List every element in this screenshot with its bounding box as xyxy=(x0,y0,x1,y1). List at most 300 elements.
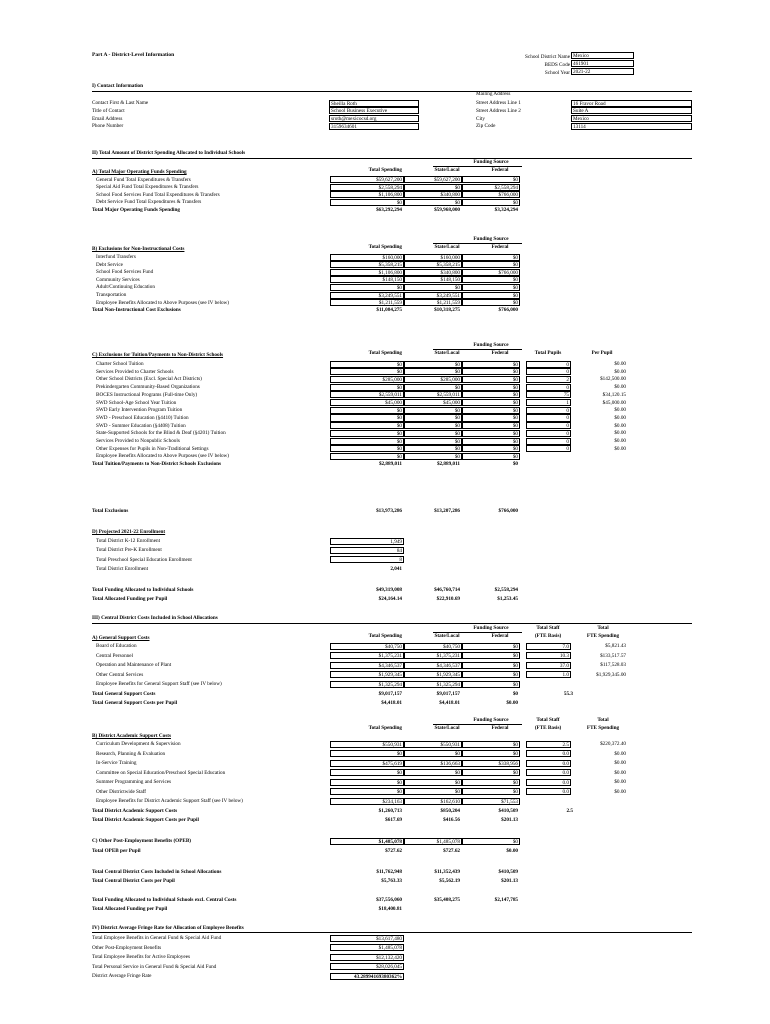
table-row-label: General Fund Total Expenditures & Transfers xyxy=(96,176,191,183)
fte-spending-value: $0.00 xyxy=(614,769,626,776)
total-spending-cell: $3,249,551 xyxy=(330,292,404,299)
state-local-cell: $40,750 xyxy=(404,643,462,650)
total-staff-header-2: (FTE Basis) xyxy=(534,633,562,639)
federal-cell: $0 xyxy=(462,422,520,429)
state-local-header: State/Local xyxy=(434,167,460,173)
state-local-cell: $4,346,537 xyxy=(404,662,462,669)
total-staff-header: Total Staff xyxy=(536,625,560,631)
state-local-cell: $0 xyxy=(404,368,462,375)
table-row-label: Other Central Services xyxy=(96,671,144,678)
total-pupils-cell: 0 xyxy=(526,361,571,368)
state-local-value: $35,408,275 xyxy=(434,897,460,903)
federal-cell: $0 xyxy=(462,681,520,688)
state-local-cell: $45,000 xyxy=(404,399,462,406)
table-row-label: SWD - Summer Education (§4408) Tuition xyxy=(96,422,186,429)
total-spending-value: $727.62 xyxy=(385,848,402,854)
table-row-label: Total Major Operating Funds Spending xyxy=(92,206,180,213)
federal-cell: $0 xyxy=(462,176,520,183)
per-pupil-value: $142,500.00 xyxy=(600,376,626,383)
school-year-value: 2021-22 xyxy=(571,68,634,75)
total-spending-header: Total Spending xyxy=(368,167,402,173)
fte-spending-value: $0.00 xyxy=(614,760,626,766)
federal-cell: $0 xyxy=(462,652,520,659)
contact-top-rule xyxy=(92,91,692,92)
table-row-label: Employee Benefits for General Support Staff (see IV below) xyxy=(96,681,222,687)
section2a-title: A) Total Major Operating Funds Spending xyxy=(92,169,187,175)
table-row-label: Services Provided to Nonpublic Schools xyxy=(96,438,180,444)
table-row-label: Adult/Continuing Education xyxy=(96,284,155,291)
total-staff-value: 2.5 xyxy=(566,807,573,814)
total-spending-value: $24,164.14 xyxy=(378,596,402,602)
total-pupils-cell: 0 xyxy=(526,445,571,452)
state-local-cell: $0 xyxy=(404,199,462,206)
state-local-value: $850,204 xyxy=(440,807,460,814)
state-local-value: $46,760,714 xyxy=(434,587,460,593)
total-spending-header: Total Spending xyxy=(368,244,402,250)
per-pupil-value: $0.00 xyxy=(614,407,626,414)
federal-header: Federal xyxy=(491,244,509,250)
federal-cell: $71,553 xyxy=(462,798,520,805)
state-local-value: $11,352,439 xyxy=(434,869,460,875)
contact-value: sroth@mexicocsd.org xyxy=(329,115,419,122)
federal-cell: $0 xyxy=(462,292,520,299)
table-row-label: Total General Support Costs xyxy=(92,690,156,697)
total-spending-cell: $475,619 xyxy=(330,760,404,767)
table-row-label: Total Central District Costs Included in School Allocations xyxy=(92,869,222,875)
per-pupil-header: Per Pupil xyxy=(591,350,613,356)
section2b-title: B) Exclusions for Non-Instructional Costs xyxy=(92,246,185,252)
total-staff-cell: 0.0 xyxy=(526,760,571,767)
federal-cell: $0 xyxy=(462,671,520,678)
fringe-label: District Average Fringe Rate xyxy=(92,973,152,980)
section2-title: II) Total Amount of District Spending Allocated to Individual Schools xyxy=(92,150,246,156)
state-local-cell: $162,610 xyxy=(404,798,462,805)
state-local-cell: $0 xyxy=(404,407,462,414)
table-row-label: Debt Service xyxy=(96,261,123,268)
total-spending-cell: $0 xyxy=(330,453,404,460)
table-row-label: Community Services xyxy=(96,276,140,283)
total-staff-cell: 7.0 xyxy=(526,643,571,650)
total-spending-cell: $1,211,559 xyxy=(330,299,404,306)
total-staff-cell: 0.0 xyxy=(526,769,571,776)
total-spending-cell: $1,325,294 xyxy=(330,681,404,688)
section3a-title: A) General Support Costs xyxy=(92,635,150,641)
federal-cell: $0 xyxy=(462,276,520,283)
state-local-cell: $550,931 xyxy=(404,741,462,748)
total-pupils-cell: 75 xyxy=(526,391,571,398)
contact-value: Sheilla Roth xyxy=(329,100,419,107)
federal-cell: $2,558,294 xyxy=(462,184,520,191)
federal-cell: $0 xyxy=(462,741,520,748)
state-local-cell: $0 xyxy=(404,361,462,368)
total-pupils-cell: 0 xyxy=(526,384,571,391)
mailing-value: Suite A xyxy=(571,107,692,114)
section3b-title: B) District Academic Support Costs xyxy=(92,733,171,739)
state-local-cell: $0 xyxy=(404,453,462,460)
section4-top-rule xyxy=(92,932,692,933)
table-row-label: Summer Programming and Services xyxy=(96,779,172,785)
total-spending-cell: $0 xyxy=(330,430,404,437)
state-local-cell: $1,929,345 xyxy=(404,671,462,678)
federal-value: $0.00 xyxy=(506,848,518,854)
fte-spending-value: $133,517.57 xyxy=(600,652,626,659)
federal-cell: $0 xyxy=(462,284,520,291)
state-local-value: $9,017,157 xyxy=(436,690,460,697)
enrollment-label: Total District K-12 Enrollment xyxy=(96,538,161,544)
state-local-value: $13,207,286 xyxy=(434,508,460,514)
total-spending-value: $37,556,060 xyxy=(376,897,402,903)
table-row-label: Debt Service Fund Total Expenditures & Transfers xyxy=(96,199,202,206)
total-spending-value: $9,017,157 xyxy=(378,690,402,697)
total-pupils-cell: 0 xyxy=(526,368,571,375)
federal-cell: $0 xyxy=(462,368,520,375)
federal-cell: $0 xyxy=(462,445,520,452)
fringe-value-cell: $1,485,078 xyxy=(330,944,404,951)
state-local-cell: $1,485,078 xyxy=(404,838,462,845)
total-pupils-cell: 0 xyxy=(526,430,571,437)
table-row-label: Employee Benefits Allocated to Above Purposes (see IV below) xyxy=(96,299,230,306)
federal-cell: $338,956 xyxy=(462,760,520,767)
table-row-label: Curriculum Development & Supervision xyxy=(96,741,181,747)
table-row-label: SWD School-Age School Year Tuition xyxy=(96,399,177,406)
total-pupils-cell: 0 xyxy=(526,438,571,445)
state-local-cell: $0 xyxy=(404,445,462,452)
fte-spending-value: $0.00 xyxy=(614,779,626,785)
funding-source-header: Funding Source xyxy=(473,717,509,723)
section4-title: IV) District Average Fringe Rate for Allocation of Employee Benefits xyxy=(92,925,244,931)
state-local-cell: $0 xyxy=(404,384,462,391)
table-row-label: School Food Services Fund Total Expenditures & Transfers xyxy=(96,191,220,198)
total-spending-value: $617.69 xyxy=(385,817,402,823)
table-row-label: C) Other Post-Employment Benefits (OPEB) xyxy=(92,838,192,844)
total-spending-cell: $0 xyxy=(330,384,404,391)
total-spending-value: $1,260,713 xyxy=(378,807,402,814)
state-local-cell: $0 xyxy=(404,422,462,429)
table-row-label: Research, Planning & Evaluation xyxy=(96,750,166,757)
federal-cell: $0 xyxy=(462,361,520,368)
table-row-label: BOCES Instructional Programs (Full-time Only) xyxy=(96,391,198,398)
federal-value: $0.00 xyxy=(506,700,518,706)
contact-label: Title of Contact xyxy=(92,107,125,114)
federal-value: $3,324,294 xyxy=(494,206,518,213)
table-row-label: Services Provided to Charter Schools xyxy=(96,368,174,375)
table-row-label: Transportation xyxy=(96,292,127,298)
federal-value: $2,147,785 xyxy=(494,897,518,903)
federal-header: Federal xyxy=(491,633,509,639)
state-local-cell: $2,559,011 xyxy=(404,391,462,398)
total-spending-value: $13,973,286 xyxy=(376,508,402,514)
fringe-label: Other Post-Employment Benefits xyxy=(92,944,162,951)
total-spending-cell: $0 xyxy=(330,438,404,445)
fringe-label: Total Employee Benefits for Active Employees xyxy=(92,954,191,961)
table-row-label: Total Allocated Funding per Pupil xyxy=(92,596,168,602)
mailing-value: 13114 xyxy=(571,123,692,130)
total-staff-cell: 0.0 xyxy=(526,779,571,786)
state-local-cell: $0 xyxy=(404,284,462,291)
total-spending-cell: $160,000 xyxy=(330,254,404,261)
state-local-value: $727.62 xyxy=(443,848,460,854)
per-pupil-value: $0.00 xyxy=(614,384,626,391)
table-row-label: In-Service Training xyxy=(96,760,137,766)
total-spending-cell: $2,558,294 xyxy=(330,184,404,191)
mailing-label: Street Address Line 2 xyxy=(476,107,521,114)
table-row-label: Central Personnel xyxy=(96,652,134,659)
federal-cell: $0 xyxy=(462,750,520,757)
fte-spending-value: $5,821.43 xyxy=(605,643,626,649)
table-row-label: SWD Early Intervention Program Tuition xyxy=(96,407,183,414)
total-spending-header: Total Spending xyxy=(368,725,402,731)
table-row-label: Special Aid Fund Total Expenditures & Transfers xyxy=(96,184,199,191)
federal-cell: $0 xyxy=(462,261,520,268)
federal-cell: $0 xyxy=(462,254,520,261)
total-spending-cell: $0 xyxy=(330,750,404,757)
table-row-label: Total Funding Allocated to Individual Schools xyxy=(92,587,194,593)
table-row-label: Total Tuition/Payments to Non-District Schools Exclusions xyxy=(92,461,222,468)
table-row-label: Other Expenses for Pupils in Non-Traditional Settings xyxy=(96,445,209,452)
fringe-label: Total Personal Service in General Fund & Special Aid Fund xyxy=(92,963,217,970)
table-row-label: Interfund Transfers xyxy=(96,254,136,260)
state-local-cell: $0 xyxy=(404,750,462,757)
federal-header: Federal xyxy=(491,725,509,731)
total-spending-cell: $550,931 xyxy=(330,741,404,748)
federal-header: Federal xyxy=(491,167,509,173)
total-pupils-cell: 2 xyxy=(526,376,571,383)
total-pupils-cell: 1 xyxy=(526,399,571,406)
total-spending-cell: $0 xyxy=(330,445,404,452)
total-spending-cell: $0 xyxy=(330,407,404,414)
state-local-cell: $0 xyxy=(404,788,462,795)
mailing-value: Mexico xyxy=(571,115,692,122)
federal-cell: $0 xyxy=(462,384,520,391)
state-local-value: $5,562.19 xyxy=(439,878,460,884)
fringe-label: Total Employee Benefits in General Fund & Special Aid Fund xyxy=(92,935,222,941)
state-local-value: $22,910.69 xyxy=(436,596,460,602)
table-row-label: Total Allocated Funding per Pupil xyxy=(92,906,168,912)
state-local-value: $416.56 xyxy=(443,817,460,823)
per-pupil-value: $0.00 xyxy=(614,445,626,452)
table-row-label: Committee on Special Education/Preschool Special Education xyxy=(96,769,226,776)
beds-code-value: 461901 xyxy=(571,60,634,67)
school-district-name-label: School District Name xyxy=(525,54,570,60)
federal-cell: $0 xyxy=(462,299,520,306)
total-spending-cell: $40,750 xyxy=(330,643,404,650)
federal-value: $2,558,294 xyxy=(494,587,518,593)
mailing-label: Zip Code xyxy=(476,123,496,130)
beds-code-label: BEDS Code xyxy=(544,62,570,68)
state-local-header: State/Local xyxy=(434,633,460,639)
table-row-label: Employee Benefits Allocated to Above Purposes (see IV below) xyxy=(96,453,230,460)
total-fte-header: Total xyxy=(597,717,609,723)
state-local-cell: $5,358,215 xyxy=(404,261,462,268)
federal-cell: $0 xyxy=(462,662,520,669)
federal-value: $0 xyxy=(512,461,518,468)
fte-spending-value: $0.00 xyxy=(614,750,626,757)
state-local-cell: $0 xyxy=(404,414,462,421)
state-local-cell: $1,211,559 xyxy=(404,299,462,306)
total-staff-header-2: (FTE Basis) xyxy=(534,725,562,731)
federal-value: $410,509 xyxy=(498,807,518,814)
total-spending-value: $11,084,275 xyxy=(376,307,402,314)
state-local-cell: $0 xyxy=(404,438,462,445)
federal-value: $766,000 xyxy=(498,307,518,314)
federal-cell: $0 xyxy=(462,407,520,414)
federal-cell: $0 xyxy=(462,376,520,383)
federal-cell: $0 xyxy=(462,769,520,776)
total-staff-cell: 2.5 xyxy=(526,741,571,748)
federal-cell: $0 xyxy=(462,643,520,650)
state-local-cell: $1,375,231 xyxy=(404,652,462,659)
table-row-label: Total District Academic Support Costs per Pupil xyxy=(92,817,199,823)
total-spending-cell: $234,163 xyxy=(330,798,404,805)
fte-spending-value: $117,528.03 xyxy=(600,662,626,668)
total-pupils-cell: 0 xyxy=(526,407,571,414)
total-spending-value: $5,763.33 xyxy=(381,878,402,884)
total-staff-cell: 37.0 xyxy=(526,662,571,669)
total-spending-cell: $1,929,345 xyxy=(330,671,404,678)
contact-label: Contact First & Last Name xyxy=(92,100,149,106)
table-row-label: Prekindergarten Community-Based Organizations xyxy=(96,384,200,391)
federal-value: $201.13 xyxy=(501,817,518,823)
federal-cell: $0 xyxy=(462,779,520,786)
page-title: Part A - District-Level Information xyxy=(92,52,175,58)
contact-label: Phone Number xyxy=(92,123,124,130)
state-local-header: State/Local xyxy=(434,725,460,731)
total-spending-cell: $1,375,231 xyxy=(330,652,404,659)
table-row-label: Operation and Maintenance of Plant xyxy=(96,662,172,668)
total-staff-cell: 1.0 xyxy=(526,671,571,678)
per-pupil-value: $34,120.15 xyxy=(602,391,626,398)
per-pupil-value: $0.00 xyxy=(614,414,626,421)
table-row-label: Total Central District Costs per Pupil xyxy=(92,878,175,884)
table-row-label: Total Non-Instructional Cost Exclusions xyxy=(92,307,181,314)
federal-cell: $766,000 xyxy=(462,191,520,198)
funding-source-header: Funding Source xyxy=(473,342,509,348)
table-row-label: Other Districtwide Staff xyxy=(96,788,147,795)
contact-value: 3159634601 xyxy=(329,123,419,130)
mailing-value: 16 Fravor Road xyxy=(571,100,692,107)
table-row-label: Total OPEB per Pupil xyxy=(92,848,141,854)
fte-spending-value: $0.00 xyxy=(614,788,626,795)
table-row-label: Charter School Tuition xyxy=(96,361,144,367)
fringe-value-cell: $28,026,045 xyxy=(330,963,404,970)
total-spending-cell: $0 xyxy=(330,779,404,786)
total-staff-cell: 0.0 xyxy=(526,788,571,795)
school-district-name-value: Mexico xyxy=(571,52,634,59)
state-local-value: $2,889,011 xyxy=(436,461,460,468)
total-spending-value: $63,292,294 xyxy=(376,206,402,213)
per-pupil-value: $45,000.00 xyxy=(602,399,626,406)
table-row-label: Total Funding Allocated to Individual Schools excl. Central Costs xyxy=(92,897,237,903)
total-spending-value: $49,319,008 xyxy=(376,587,402,593)
state-local-cell: $0 xyxy=(404,769,462,776)
fte-spending-value: $1,929,345.00 xyxy=(596,671,626,678)
total-spending-cell: $45,000 xyxy=(330,399,404,406)
total-pupils-header: Total Pupils xyxy=(534,350,562,356)
total-spending-cell: $148,150 xyxy=(330,276,404,283)
state-local-cell: $136,663 xyxy=(404,760,462,767)
school-year-label: School Year xyxy=(544,70,570,76)
section3-title: III) Central District Costs Included in School Allocations xyxy=(92,615,218,621)
state-local-cell: $148,150 xyxy=(404,276,462,283)
total-spending-cell: $1,106,800 xyxy=(330,191,404,198)
table-row-label: State-Supported Schools for the Blind & Deaf (§4201) Tuition xyxy=(96,430,226,437)
total-spending-cell: $0 xyxy=(330,422,404,429)
state-local-cell: $160,000 xyxy=(404,254,462,261)
contact-label: Email Address xyxy=(92,115,123,122)
federal-cell: $0 xyxy=(462,838,520,845)
state-local-cell: $3,249,551 xyxy=(404,292,462,299)
federal-cell: $0 xyxy=(462,438,520,445)
total-spending-header: Total Spending xyxy=(368,633,402,639)
contact-value: School Business Executive xyxy=(329,107,419,114)
federal-cell: $0 xyxy=(462,391,520,398)
federal-cell: $0 xyxy=(462,199,520,206)
table-row-label: Total Exclusions xyxy=(92,508,129,514)
total-staff-header: Total Staff xyxy=(536,717,560,723)
table-row-label: Board of Education xyxy=(96,643,137,649)
section2-top-rule xyxy=(92,158,692,159)
federal-value: $410,509 xyxy=(498,869,518,875)
total-fte-header: Total xyxy=(597,625,609,631)
total-fte-header-2: FTE Spending xyxy=(586,725,620,731)
table-row-label: Other School Districts (Excl. Special Act Districts) xyxy=(96,376,202,383)
per-pupil-value: $0.00 xyxy=(614,368,626,375)
state-local-cell: $340,800 xyxy=(404,269,462,276)
total-spending-value: $4,418.01 xyxy=(381,700,402,706)
federal-cell: $0 xyxy=(462,399,520,406)
state-local-cell: $285,000 xyxy=(404,376,462,383)
federal-cell: $0 xyxy=(462,430,520,437)
state-local-value: $4,418.01 xyxy=(439,700,460,706)
federal-value: $201.13 xyxy=(501,878,518,884)
federal-value: $0 xyxy=(512,690,518,697)
enrollment-label: Total District Pre-K Enrollment xyxy=(96,547,162,554)
total-staff-cell: 0.0 xyxy=(526,750,571,757)
funding-source-header: Funding Source xyxy=(473,159,509,165)
section2c-title: C) Exclusions for Tuition/Payments to Non-District Schools xyxy=(92,352,224,358)
state-local-value: $59,968,000 xyxy=(434,206,460,213)
total-pupils-cell: 0 xyxy=(526,422,571,429)
section3-top-rule xyxy=(92,623,692,624)
fte-spending-value: $220,372.40 xyxy=(600,741,626,747)
per-pupil-value: $0.00 xyxy=(614,422,626,429)
state-local-cell: $0 xyxy=(404,779,462,786)
section2d-title: D) Projected 2021-22 Enrollment xyxy=(92,529,166,535)
total-spending-cell: $1,485,078 xyxy=(330,838,404,845)
state-local-cell: $0 xyxy=(404,430,462,437)
total-fte-header-2: FTE Spending xyxy=(586,633,620,639)
state-local-header: State/Local xyxy=(434,350,460,356)
enrollment-cell: 84 xyxy=(330,547,404,554)
fringe-value-cell: $12,132,420 xyxy=(330,954,404,961)
total-spending-cell: $4,346,537 xyxy=(330,662,404,669)
enrollment-total-value: 2,041 xyxy=(390,565,402,572)
total-spending-cell: $0 xyxy=(330,788,404,795)
federal-value: $1,253.45 xyxy=(497,596,518,602)
total-spending-cell: $0 xyxy=(330,769,404,776)
total-spending-cell: $2,559,011 xyxy=(330,391,404,398)
federal-cell: $0 xyxy=(462,414,520,421)
total-spending-cell: $5,358,215 xyxy=(330,261,404,268)
table-row-label: School Food Services Fund xyxy=(96,269,154,276)
total-spending-cell: $0 xyxy=(330,199,404,206)
state-local-cell: $1,325,294 xyxy=(404,681,462,688)
state-local-cell: $0 xyxy=(404,184,462,191)
mailing-address-title: Mailing Address xyxy=(476,91,511,97)
fringe-value-cell: $13,617,480 xyxy=(330,935,404,942)
total-spending-cell: $0 xyxy=(330,414,404,421)
total-spending-value: $11,762,948 xyxy=(376,869,402,875)
